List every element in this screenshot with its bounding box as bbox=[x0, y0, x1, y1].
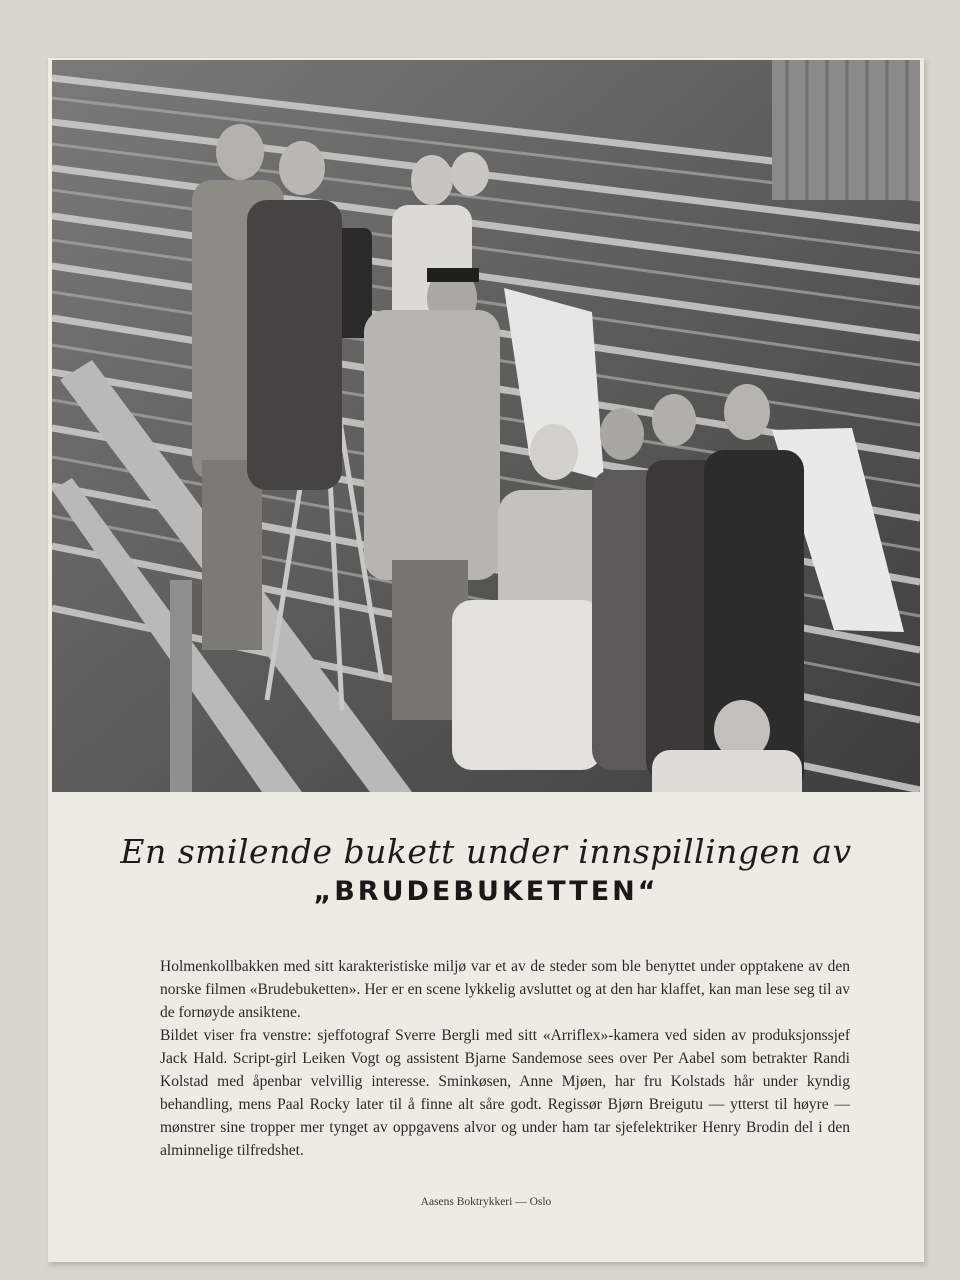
printer-imprint: Aasens Boktrykkeri — Oslo bbox=[420, 1196, 552, 1208]
paragraph-credits: Bildet viser fra venstre: sjeffotograf Sverre Bergli med sitt «Arriflex»-kamera ved siden av produksjonssjef Jack Hald. Script-girl Leiken Vogt og assistent Bjarne Sandemose sees over Per Aabel som betrakter Randi Kolstad med åpenbar velvillig interesse. Sminkøsen, Anne Mjøen, har fru Kolstads hår under kyndig behandling, mens Paal Rocky later til å finne alt såre godt. Regissør Bjørn Breigutu — ytterst til høyre — mønstrer sine tropper mer tynget av oppgavens alvor og under ham tar sjefelektriker Henry Brodin del i den alminnelige tilfredshet. bbox=[160, 1027, 850, 1159]
film-set-photograph bbox=[52, 60, 920, 792]
article-body bbox=[160, 955, 850, 1162]
heading-film-title: „BRUDEBUKETTEN“ bbox=[313, 876, 659, 907]
paragraph-intro: Holmenkollbakken med sitt karakteristiske miljø var et av de steder som ble benyttet under opptakene av den norske filmen «Brudebuketten». Her er en scene lykkelig avsluttet og at den har klaffet, kan man lese seg til av de fornøyde ansiktene. bbox=[160, 958, 850, 1021]
heading-script-line: En smilende bukett under innspillingen av bbox=[120, 832, 852, 871]
